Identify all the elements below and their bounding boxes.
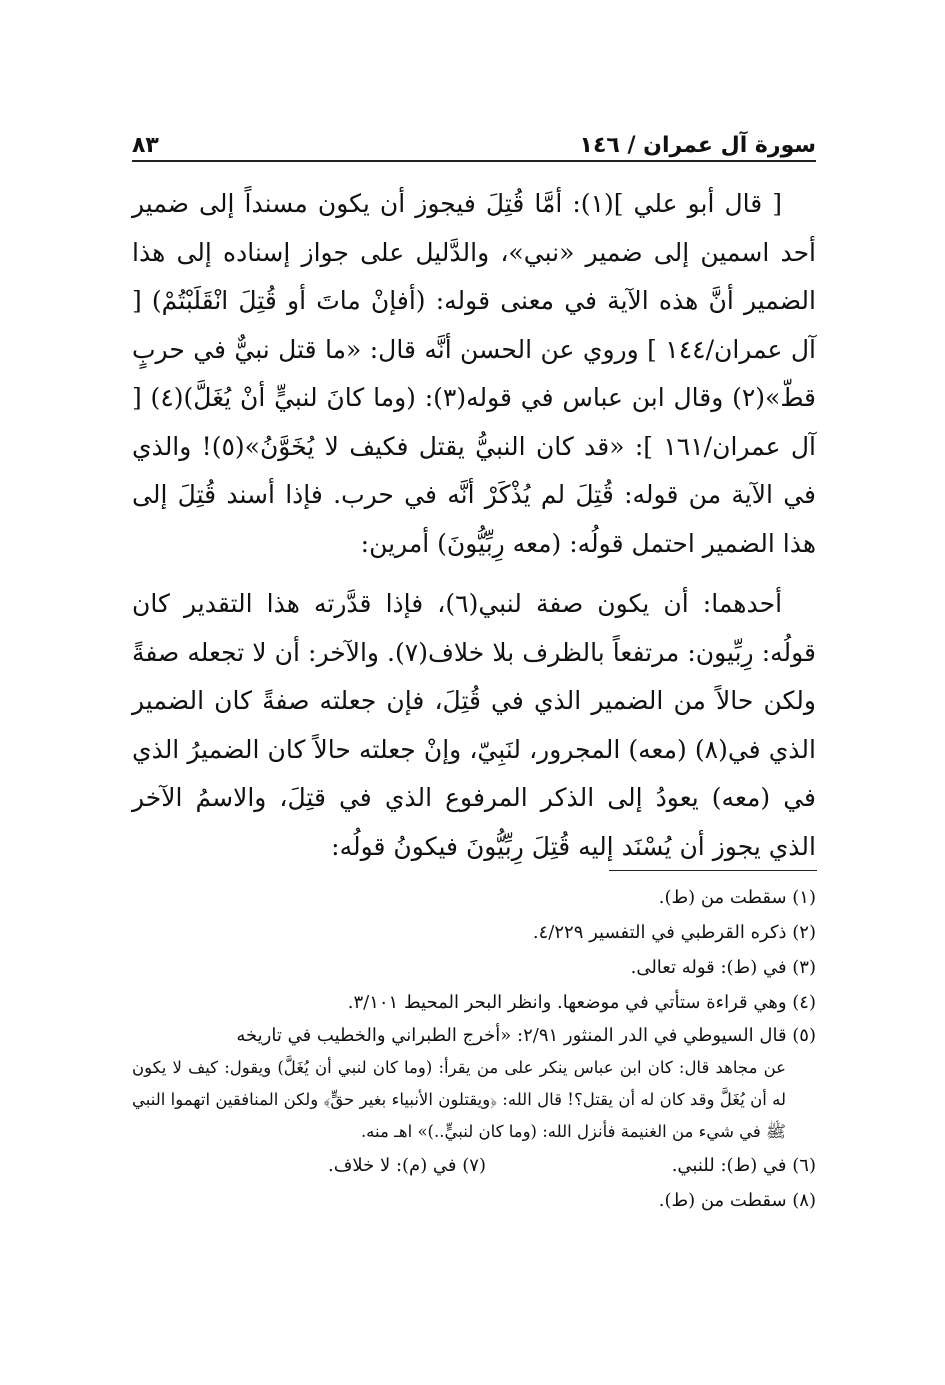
paragraph-1: [ قال أبو علي ](١): أمَّا قُتِلَ فيجوز أن يكون مسنداً إلى ضمير أحد اسمين إلى ضمير «نبي»، والدَّليل على جواز إسناده إلى هذا الضمير أنَّ هذه الآية في معنى قوله: (أفإنْ ماتَ أو قُتِلَ انْقَلَبْتُمْ) [ آل عمران/١٤٤ ] وروي عن الحسن أنَّه قال: «ما قتل نبيٌّ في حربٍ قطّ»(٢) وقال ابن عباس في قوله(٣): (وما كانَ لنبيٍّ أنْ يُغَلَّ)(٤) [ آل عمران/١٦١ ]: «قد كان النبيُّ يقتل فكيف لا يُخَوَّنُ»(٥)! والذي في الآية من قوله: قُتِلَ لم يُذْكَرْ أنَّه في حرب. فإذا أسند قُتِلَ إلى هذا الضمير احتمل قولُه: (معه رِبِّيُّونَ) أمرين: <box>132 189 817 558</box>
main-text <box>132 180 816 871</box>
page-number: ٨٣ <box>132 133 159 158</box>
header-rule <box>132 160 816 162</box>
footnote-7: (٧) في (م): لا خلاف. <box>328 1155 486 1176</box>
footnote-5-head: (٥) قال السيوطي في الدر المنثور ٢/٩١: «أخرج الطبراني والخطيب في تاريخه <box>236 1025 816 1046</box>
footnote-5-body: عن مجاهد قال: كان ابن عباس ينكر على من يقرأ: (وما كان لنبي أن يُغَلَّ) ويقول: كيف لا يكون له أن يُغَلَّ وقد كان له أن يقتل؟! قال الله: ﴿ويقتلون الأنبياء بغير حقٍّ﴾ ولكن المنافقين اتهموا النبي ﷺ في شيء من الغنيمة فأنزل الله: (وما كان لنبيٍّ..)» اهـ منه. <box>132 1058 786 1141</box>
footnote-3: (٣) في (ط): قوله تعالى. <box>630 957 816 978</box>
footnote-6: (٦) في (ط): للنبي. <box>671 1155 816 1176</box>
footnote-8: (٨) سقطت من (ط). <box>658 1190 816 1211</box>
footnote-5 <box>132 1020 816 1148</box>
footnote-separator <box>609 870 817 871</box>
running-title: سورة آل عمران / ١٤٦ <box>579 133 816 158</box>
footnote-2: (٢) ذكره القرطبي في التفسير ٤/٢٢٩. <box>532 922 816 943</box>
footnote-1: (١) سقطت من (ط). <box>658 887 816 908</box>
footnote-row-6-7 <box>132 1148 816 1183</box>
paragraph-2: أحدهما: أن يكون صفة لنبي(٦)، فإذا قدَّرته هذا التقدير كان قولُه: رِبِّيون: مرتفعاً بالظرف بلا خلاف(٧). والآخر: أن لا تجعله صفةً ولكن حالاً من الضمير الذي في قُتِلَ، فإن جعلته صفةً كان الضمير الذي في(٨) (معه) المجرور، لنَبِيّ، وإنْ جعلته حالاً كان الضميرُ الذي في (معه) يعودُ إلى الذكر المرفوع الذي في قتِلَ، والاسمُ الآخر الذي يجوز أن يُسْنَد إليه قُتِلَ رِبِّيُّونَ فيكونُ قولُه: <box>132 589 817 861</box>
footnotes <box>132 880 816 1218</box>
footnote-4: (٤) وهي قراءة ستأتي في موضعها. وانظر البحر المحيط ٣/١٠١. <box>347 992 816 1013</box>
page-header <box>132 118 816 158</box>
